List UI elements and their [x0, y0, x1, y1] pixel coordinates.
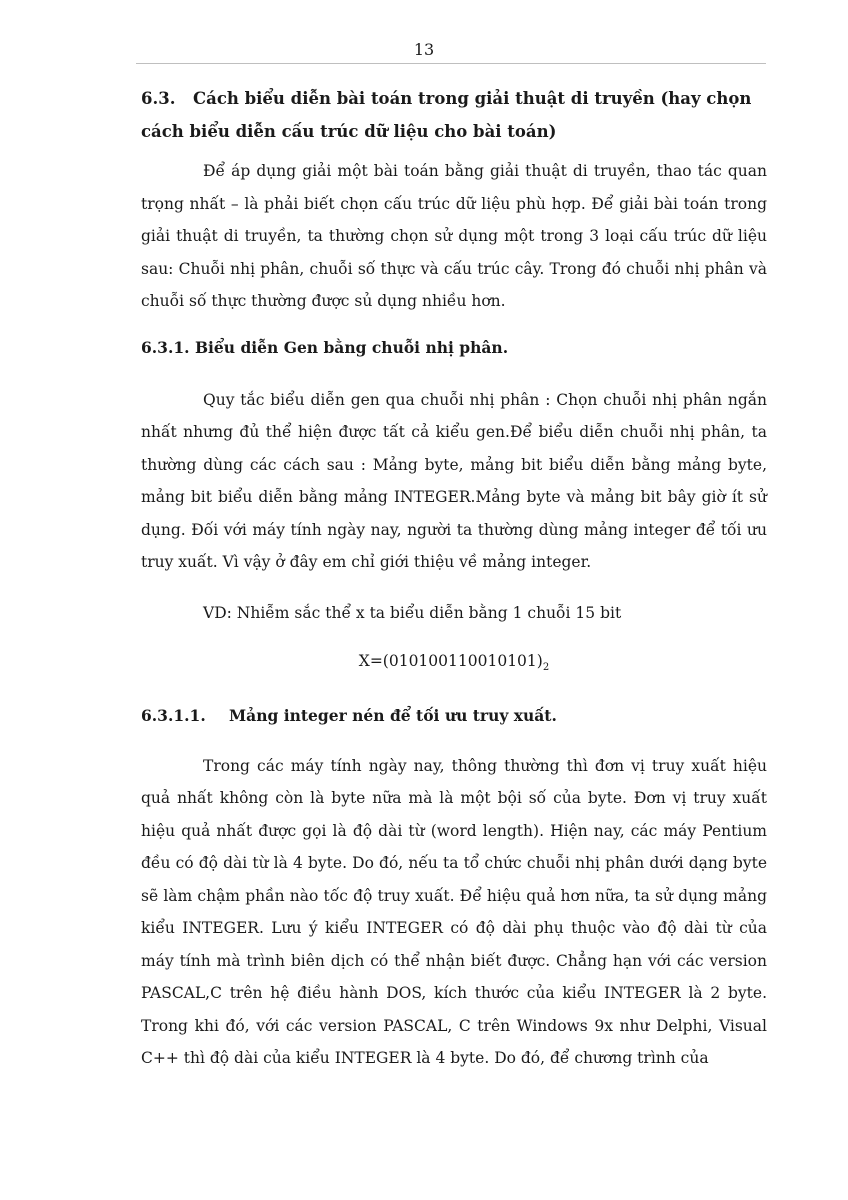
section-6-3-number: 6.3.	[141, 89, 176, 108]
example-line: VD: Nhiễm sắc thể x ta biểu diễn bằng 1 chuỗi 15 bit	[203, 603, 622, 622]
section-6-3-paragraph: Để áp dụng giải một bài toán bằng giải thuật di truyền, thao tác quan trọng nhất – là phải biết chọn cấu trúc dữ liệu phù hợp. Để giải bài toán trong giải thuật di truyền, ta thường chọn sử dụng một trong 3 loại cấu trúc dữ liệu sau: Chuỗi nhị phân, chuỗi số thực và cấu trúc cây. Trong đó chuỗi nhị phân và chuỗi số thực thường được sủ dụng nhiều hơn.	[141, 162, 767, 310]
header-divider	[136, 63, 766, 64]
page-content	[141, 82, 767, 1075]
section-6-3-1-1-paragraph: Trong các máy tính ngày nay, thông thường thì đơn vị truy xuất hiệu quả nhất không còn là byte nữa mà là một bội số của byte. Đơn vị truy xuất hiệu quả nhất được gọi là độ dài từ (word length). Hiện nay, các máy Pentium đều có độ dài từ là 4 byte. Do đó, nếu ta tổ chức chuỗi nhị phân dưới dạng byte sẽ làm chậm phần nào tốc độ truy xuất. Để hiệu quả hơn nữa, ta sử dụng mảng kiểu INTEGER. Lưu ý kiểu INTEGER có độ dài phụ thuộc vào độ dài từ của máy tính mà trình biên dịch có thể nhận biết được. Chẳng hạn với các version PASCAL,C trên hệ điều hành DOS, kích thước của kiểu INTEGER là 2 byte. Trong khi đó, với các version PASCAL, C trên Windows 9x như Delphi, Visual C++ thì độ dài của kiểu INTEGER là 4 byte. Do đó, để chương trình của	[141, 756, 767, 1068]
formula-text: X=(010100110010101)	[358, 651, 543, 670]
binary-formula	[141, 645, 767, 684]
section-6-3-1-1-title: Mảng integer nén để tối ưu truy xuất.	[229, 705, 557, 725]
section-6-3-title: Cách biểu diễn bài toán trong giải thuật di truyền (hay chọn cách biểu diễn cấu trúc dữ liệu cho bài toán)	[141, 89, 752, 141]
section-6-3-heading	[141, 82, 767, 148]
section-6-3-1-1-number: 6.3.1.1.	[141, 705, 206, 725]
page-number: 13	[413, 40, 435, 59]
section-6-3-1-paragraph: Quy tắc biểu diễn gen qua chuỗi nhị phân : Chọn chuỗi nhị phân ngắn nhất nhưng đủ thể hiện được tất cả kiểu gen.Để biểu diễn chuỗi nhị phân, ta thường dùng các cách sau : Mảng byte, mảng bit biểu diễn bằng mảng byte, mảng bit biểu diễn bằng mảng INTEGER.Mảng byte và mảng bit bây giờ ít sử dụng. Đối với máy tính ngày nay, người ta thường dùng mảng integer để tối ưu truy xuất. Vì vậy ở đây em chỉ giới thiệu về mảng integer.	[141, 390, 767, 571]
formula-subscript: 2	[542, 661, 550, 673]
section-6-3-1-heading: 6.3.1. Biểu diễn Gen bằng chuỗi nhị phân.	[141, 337, 509, 357]
section-6-3-1-1-heading	[141, 700, 767, 732]
